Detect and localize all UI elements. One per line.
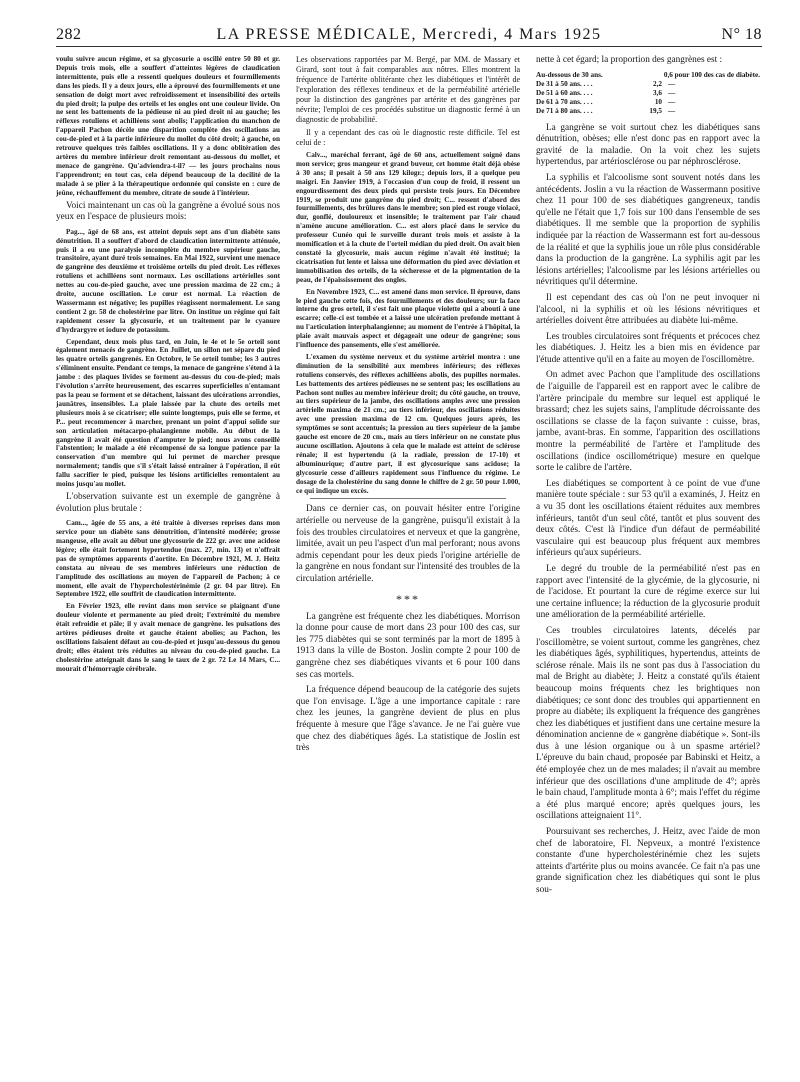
body-paragraph: Les troubles circulatoires sont fréquents et précoces chez les diabétiques. J. Heitz les a bien mis en évidence par l'étude attentive qu'il en a faite au moyen de l'oscillomètre.: [536, 331, 760, 365]
journal-title: [56, 26, 762, 44]
stats-unit: —: [668, 79, 676, 88]
section-rule: [310, 498, 506, 499]
stats-unit: —: [668, 89, 676, 97]
column-middle: [296, 55, 520, 1073]
running-header: [56, 24, 762, 47]
case-observation-cam-continued: En Février 1923, elle revint dans mon service se plaignant d'une douleur violente et permanente au pied droit; l'extrémité du membre était refroidie et pâle; il y avait menace de gangrène. les pulsations des artères pédieuses droite et gauche étaient abolies; au Pachon, les oscillations faisaient défaut au cou-de-pied et jusqu'au-dessous du genou droit; elles étaient très réduites au niveau du cou-de-pied gauche. La cholestérine atteignait dans le sang le taux de 2 gr. 72 Le 14 Mars, C... mourait d'hémorragie cérébrale.: [56, 602, 280, 673]
case-observation-pag: Pag..., âgé de 68 ans, est atteint depuis sept ans d'un diabète sans dénutrition. Il a souffert d'abord de claudication intermittente atténuée, puis il a eu une paralysie incomplète du membre supérieur gauche, transitoire, ayant duré trois semaines. En Mai 1922, survient une menace de gangrène des deuxième et troisième orteils du pied droit. Les réflexes rotuliens et achilléens sont normaux. Les oscillations artérielles sont nettes au cou-de-pied gauche, avec une pression maxima de 22 cm.; à droite, aucune oscillation. Le cœur est normal. La réaction de Wassermann est négative; les pupilles réagissent normalement. Le sang contient 2 gr. 58 de cholestérine par litre. On institue un régime qui fait rapidement cesser la glycosurie, et un traitement par le cyanure d'hydrargyre et iodure de potassium.: [56, 227, 280, 334]
stats-row: [536, 107, 760, 116]
body-paragraph: nette à cet égard; la proportion des gangrènes est :: [536, 55, 723, 65]
case-continuation: voulu suivre aucun régime, et sa glycosurie a oscillé entre 50 80 et gr. Depuis trois mois, elle a souffert d'atteintes légères de claudication intermittente, puis elle a ressenti quelques douleurs et fourmillements dans les pieds. Il y a deux jours, elle a éprouvé des fourmillements et une sensation de doigt mort avec refroidissement et insensibilité des orteils du pied droit; la pulpe des orteils et les ongles ont une couleur livide. On ne sent les battements de la pédieuse ni au pied droit ni au gauche; les réflexes rotuliens et achilléens sont abolis; l'application du manchon de l'appareil Pachon décèle une disparition complète des oscillations au cou-de-pied et à la partie inférieure du mollet du côté droit; à gauche, on retrouve quelques très faibles oscillations. Il y a donc oblitération des artères du membre inférieur droit remontant au-dessous du mollet, et menace de gangrène. Qu'adviendra-t-il? — les jours prochains nous l'apprendront; en tout cas, cela dépend beaucoup de la docilité de la malade à se plier à la thérapeutique ordonnée qui consiste en : cure de jeûne, réchauffement du membre, citrate de soude à l'intérieur.: [56, 55, 280, 197]
case-observation-calv-exam: L'examen du système nerveux et du système artériel montra : une diminution de la sensibilité aux membres inférieurs; des réflexes rotuliens conservés, des réflexes achilléens abolis, des pupilles normales. Les battements des artères pédieuses ne se sentent pas; les oscillations au Pachon sont nulles au membre inférieur droit; du côté gauche, on trouve, au tiers supérieur de la jambe, des oscillations amples avec une pression artérielle maxima de 21 cm.; au tiers inférieur, des oscillations réduites avec une pression maxima de 12 cm. Quelques jours après, les symptômes se sont accentués; la pression au tiers supérieur de la jambe gauche est encore de 20 cm., mais au tiers inférieur on ne constate plus aucune oscillation. Ajoutons à cela que le malade est atteint de sclérose rénale; il est hypertendu (à la radiale, pression de 17-10) et albuminurique; d'autre part, il est glycosurique sans acidose; la glycosurie cesse d'ailleurs rapidement sous l'influence du régime. Le dosage de la cholestérine du sang donne le chiffre de 2 gr. 50 pour 1.000, ce qui indique un excès.: [296, 352, 520, 495]
stats-row: [536, 80, 760, 89]
stats-label: De 61 à 70 ans. . . .: [536, 98, 593, 107]
case-observation-calv-continued: En Novembre 1923, C... est amené dans mon service. Il éprouve, dans le pied gauche cette fois, des fourmillements et des douleurs; sur la face interne du gros orteil, il s'est fait une plaque violette qui a abouti à une escarre; celle-ci est tombée et a laissé une ulcération profonde mettant à nu l'articulation interphalangienne; au moment de l'entrée à l'hôpital, la plaie avait mauvais aspect et dégageait une odeur de gangrène; sous l'influence des pansements, elle s'est améliorée.: [296, 287, 520, 350]
stats-label: De 31 à 50 ans. . . .: [536, 79, 593, 88]
intro-paragraph: Voici maintenant un cas où la gangrène a évolué sous nos yeux en l'espace de plusieurs mois:: [56, 200, 280, 223]
column-right: [536, 55, 760, 1073]
stats-row: [536, 89, 760, 98]
body-paragraph: La gangrène se voit surtout chez les diabétiques sans dénutrition, obèses; elle n'est donc pas en rapport avec la gravité de la maladie. On la voit chez les sujets hypertendus, par artériosclérose ou par néphrosclérose.: [536, 122, 760, 168]
body-paragraph: La gangrène est fréquente chez les diabétiques. Morrison la donne pour cause de mort dans 23 pour 100 des cas, sur les 775 diabètes qui se sont terminés par la mort de 1895 à 1913 dans la ville de Boston. Joslin compte 2 pour 100 de gangrène chez ses diabétiques vivants et 6 pour 100 dans ses cas mortels.: [296, 611, 520, 680]
body-paragraph: Les diabétiques se comportent à ce point de vue d'une manière toute spéciale : sur 53 qu'il a examinés, J. Heitz en a vu 35 dont les oscillations étaient réduites aux membres inférieurs, tantôt d'un seul côté, tantôt et plus souvent des deux côtés. C'est là l'indice d'un défaut de perméabilité vasculaire qui est beaucoup plus fréquent aux membres inférieurs qu'aux supérieurs.: [536, 478, 760, 559]
body-paragraph: Ces troubles circulatoires latents, décelés par l'oscillomètre, se voient surtout, comme les gangrènes, chez les diabétiques âgés, syphilitiques, hypertendus, atteints de sclérose rénale. Mais ils ne sont pas dus à l'association du mal de Bright au diabète; J. Heitz a constaté qu'ils étaient beaucoup moins fréquents chez les brightiques non diabétiques; ce sont donc des troubles qui appartiennent en propre au diabète; ils expliquent la fréquence des gangrènes chez les diabétiques et justifient dans une certaine mesure la dénomination ancienne de « gangrène diabétique ». Sont-ils dus à une lésion organique ou à un spasme artériel? L'épreuve du bain chaud, proposée par Babinski et Heitz, a été employée chez un de mes malades; il n'avait au membre inférieur que des oscillations d'une amplitude de 4°; après le bain chaud, l'amplitude monta à 6°; mais l'effet du régime a été plus marqué encore; après quelques jours, les oscillations atteignaient 11°.: [536, 625, 760, 822]
masthead-text: LA PRESSE MÉDICALE, Mercredi, 4 Mars 1925: [216, 26, 602, 43]
body-paragraph: On admet avec Pachon que l'amplitude des oscillations de l'aiguille de l'appareil est en rapport avec le calibre de l'artère principale du membre sur lequel est appliqué le brassard; chez les sujets sains, l'amplitude décroissante des oscillations se classe de la façon suivante : cuisse, bras, jambe, avant-bras. En somme, l'apparition des oscillations montre la perméabilité de l'artère et l'amplitude des oscillations (indice oscillométrique) mesure en quelque sorte le calibre de l'artère.: [536, 370, 760, 474]
stats-row: [536, 98, 760, 107]
section-separator-asterisks: ***: [396, 591, 420, 606]
page-number: 282: [56, 26, 82, 43]
body-paragraph: Les observations rapportées par M. Bergé, par MM. de Massary et Girard, sont tout à fait comparables aux nôtres. Elles montrent la fréquence de l'artérite oblitérante chez les diabétiques et l'intérêt de l'exploration des réflexes tendineux et de la perméabilité artérielle pour la distinction des gangrènes par artérite et des gangrènes par névrite; l'emploi de ces procédés substitue un diagnostic fermé à un diagnostic de probabilité.: [296, 55, 520, 124]
stats-value: 3,6: [653, 89, 662, 97]
stats-value: 2,2: [653, 79, 662, 88]
stats-label: Au-dessous de 30 ans.: [536, 70, 603, 79]
stats-header-row: [536, 71, 760, 80]
intro-paragraph: L'observation suivante est un exemple de gangrène à évolution plus brutale :: [56, 491, 280, 514]
body-paragraph: Dans ce dernier cas, on pouvait hésiter entre l'origine artérielle ou nerveuse de la gangrène, puisqu'il existait à la fois des troubles circulatoires et nerveux et que la gangrène, limitée, avait un peu l'aspect d'un mal perforant; nous avons admis cependant pour les deux pieds l'origine artérielle de la gangrène en nous fondant sur l'intensité des troubles de la circulation artérielle.: [296, 504, 520, 584]
stats-label: De 51 à 60 ans. . . .: [536, 89, 593, 97]
case-observation-calv: Calv..., maréchal ferrant, âgé de 60 ans, actuellement soigné dans mon service; gros mangeur et grand buveur, cet homme était déjà obèse à 30 ans; il pesait à 50 ans 129 kilogr.; depuis lors, il a quelque peu maigri. En Janvier 1919, à l'occasion d'un coup de froid, il ressent un engourdissement des deux pieds qui persiste trois jours. En Décembre 1919, se produit une gangrène du pied droit; C... ressent d'abord des fourmillements, des brûlures dans le membre; son pied est rouge violacé, dur, gonflé, douloureux et insensible; le traitement par l'air chaud n'amène aucune amélioration. C... est alors placé dans le service du professeur Cunéo qui le surveille durant trois mois et assiste à la momification et à la chute de l'orteil médian du pied droit. On avait bien constaté la glycosurie, mais aucun régime n'avait été institué; la cicatrisation fut lente et laissa une déformation du pied avec déviation et immobilisation des orteils, de la sécheresse et de la pigmentation de la peau, de l'épaississement des ongles.: [296, 151, 520, 284]
body-paragraph: Il est cependant des cas où l'on ne peut invoquer ni l'alcool, ni la syphilis et où les lésions névritiques et artérielles doivent être attribuées au diabète lui-même.: [536, 292, 760, 327]
case-observation-cam: Cam..., âgée de 55 ans, a été traitée à diverses reprises dans mon service pour un diabète sans dénutrition, d'intensité modérée; grosse mangeuse, elle avait au début une glycosurie de 222 gr. avec une acidose légère; elle était fortement hypertendue (max. 27, min. 13) et n'offrait pas de symptômes apparents d'aortite. En Décembre 1921, M. J. Heitz constata au niveau de ses membres inférieurs une réduction de l'amplitude des oscillations au moyen de l'appareil de Pachon; à ce moment, elle avait de l'hypercholestérinémie (2 gr. 04 par litre). En Septembre 1922, elle souffrit de claudication intermittente.: [56, 519, 280, 599]
stats-unit: —: [668, 107, 676, 116]
case-observation-pag-continued: Cependant, deux mois plus tard, en Juin, le 4e et le 5e orteil sont également menacés de gangrène. En Juillet, un sillon net sépare du pied les quatre orteils gangrenés. En Octobre, le 5e orteil tombe; les 3 autres s'éliminent ensuite. Pendant ce temps, la menace de gangrène s'étend à la jambe : des plaques livides se forment au-dessus du cou-de-pied; mais l'évolution s'arrête heureusement, des escarres superficielles n'entamant pas la peau se forment et se détachent, laissant des ulcérations arrondies, jaunâtres, insensibles. La plaie laissée par la chute des orteils met plusieurs mois à se cicatriser; elle suinte longtemps, puis elle se ferme, et P... peut recommencer à marcher, prenant un point d'appui solide sur son articulation métacarpo-phalangienne mobile. Au début de la gangrène il avait été question d'amputer le pied; nous avons conseillé l'abstention; le malade a été récompensé de sa longue patience par la conservation d'un membre qui lui permet de marcher presque normalement; tandis que s'il s'était laissé entraîner à l'opération, il eût fallu sacrifier le pied, puisque les lésions artificielles remontaient au moins jusqu'au mollet.: [56, 337, 280, 489]
stats-value: 10: [654, 98, 662, 107]
body-paragraph: La syphilis et l'alcoolisme sont souvent notés dans les antécédents. Joslin a vu la réaction de Wassermann positive chez 11 pour 100 de ses diabétiques gangreneux, tandis qu'elle ne l'était que 1,7 fois sur 100 dans l'ensemble de ses diabétiques. Il me semble que la proportion de syphilis indiquée par la réaction de Wassermann est fort au-dessous de la réalité et que la syphilis joue un rôle plus considérable dans la production de la gangrène. La syphilis agit par les lésions artérielles; l'alcoolisme par les lésions artérielles ou névritiques qu'il détermine.: [536, 172, 760, 288]
stats-value: 0,6 pour 100 des cas de diabète.: [663, 70, 760, 79]
body-paragraph: Le degré du trouble de la perméabilité n'est pas en rapport avec l'intensité de la glycémie, de la glycosurie, ni de l'acidose. Et pourtant la cure de régime exerce sur lui une certaine influence; la réduction de la glycosurie produit une amélioration de la perméabilité artérielle.: [536, 563, 760, 621]
issue-number: N° 18: [721, 26, 762, 43]
stats-value: 19,5: [649, 107, 662, 116]
body-paragraph: Poursuivant ses recherches, J. Heitz, avec l'aide de mon chef de laboratoire, Fl. Nepveux, a montré l'existence constante d'une hypercholestérinémie chez les sujets atteints d'artérite plus ou moins avancée. Ce fait n'a pas une grande signification chez les diabétiques qui sont le plus sou-: [536, 827, 760, 896]
stats-label: De 71 à 80 ans. . . .: [536, 107, 593, 116]
body-paragraph: Il y a cependant des cas où le diagnostic reste difficile. Tel est celui de :: [296, 128, 520, 147]
body-paragraph: La fréquence dépend beaucoup de la catégorie des sujets que l'on envisage. L'âge a une importance capitale : rare chez les jeunes, la gangrène devient de plus en plus fréquente à mesure que l'âge s'avance. Je ne l'ai guère vue que chez des diabétiques âgés. La statistique de Joslin est très: [296, 685, 520, 754]
column-left: [56, 55, 280, 1073]
gangrene-age-statistics: [536, 71, 760, 117]
stats-unit: —: [668, 98, 676, 107]
